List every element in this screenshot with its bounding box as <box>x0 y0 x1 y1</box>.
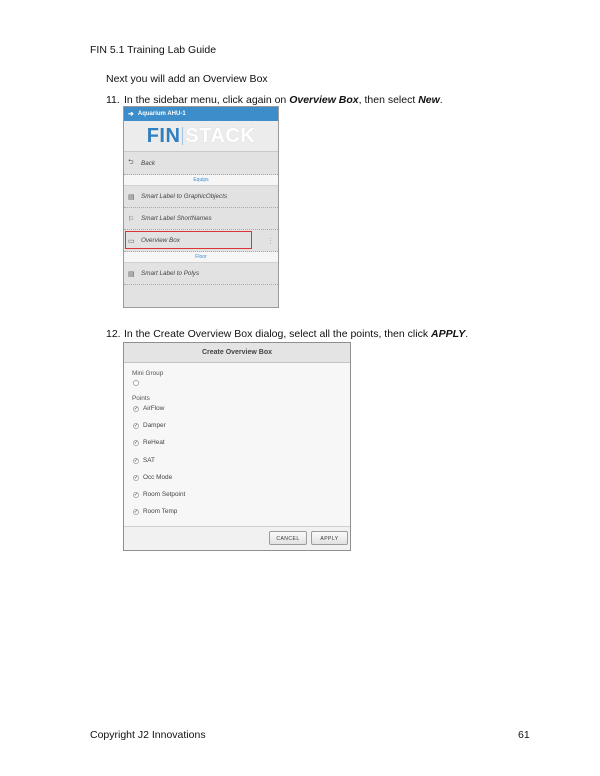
check-icon[interactable]: ✓ <box>134 439 139 446</box>
sidebar-item-label: Smart Label to GraphicObjects <box>141 193 228 200</box>
step-11 <box>106 94 443 106</box>
point-label: SAT <box>143 457 155 464</box>
document-icon: ▤ <box>128 193 135 201</box>
logo-stack: STACK <box>185 124 256 147</box>
logo-divider <box>182 127 183 145</box>
point-label: Occ Mode <box>143 474 173 481</box>
flag-icon: ⚐ <box>128 215 135 223</box>
apply-button[interactable]: APPLY <box>311 531 348 545</box>
step-number: 11. <box>106 94 120 106</box>
footer-copyright: Copyright J2 Innovations <box>90 729 206 741</box>
check-icon[interactable]: ✓ <box>134 422 139 429</box>
step-text: . <box>439 94 443 106</box>
sidebar-item-label: Smart Label ShortNames <box>141 215 212 222</box>
mini-group-label: Mini Group <box>132 370 164 377</box>
point-room-setpoint[interactable] <box>133 491 185 498</box>
sidebar-item-label: Overview Box <box>141 237 180 244</box>
arrow-right-icon: ➔ <box>128 111 134 118</box>
finstack-logo <box>124 121 278 152</box>
point-label: ReHeat <box>143 439 165 446</box>
sidebar-header[interactable] <box>124 107 278 121</box>
step-emphasis: New <box>418 94 440 106</box>
sidebar-item-smart-label-shortnames[interactable] <box>124 208 278 230</box>
step-emphasis: Overview Box <box>289 94 359 106</box>
dialog-body <box>124 363 350 529</box>
step-text: . <box>465 328 469 340</box>
points-label: Points <box>132 395 150 402</box>
intro-text: Next you will add an Overview Box <box>106 73 268 85</box>
step-12 <box>106 328 468 340</box>
point-airflow[interactable] <box>133 405 164 412</box>
create-overview-box-dialog <box>123 342 351 551</box>
dialog-footer <box>124 526 350 550</box>
section-floor: Floor <box>124 252 278 263</box>
section-equips: Equips <box>124 175 278 186</box>
check-icon[interactable]: ✓ <box>134 405 139 412</box>
back-arrow-icon: ⮌ <box>128 158 134 166</box>
dialog-title: Create Overview Box <box>124 343 350 363</box>
document-icon: ▤ <box>128 270 135 278</box>
mini-group-radio[interactable] <box>133 380 139 386</box>
cancel-button[interactable]: CANCEL <box>269 531 307 545</box>
point-damper[interactable] <box>133 422 166 429</box>
check-icon[interactable]: ✓ <box>134 457 139 464</box>
sidebar-item-smart-label-polys[interactable] <box>124 263 278 285</box>
step-text: , then select <box>358 94 419 106</box>
sidebar-item-label: Back <box>141 159 155 167</box>
check-icon[interactable]: ✓ <box>134 491 139 498</box>
sidebar-header-title: Aquarium AHU-1 <box>137 111 186 117</box>
more-icon[interactable]: ⋮ <box>267 237 274 245</box>
highlight-box <box>125 231 252 249</box>
point-sat[interactable] <box>133 457 155 464</box>
check-icon[interactable]: ✓ <box>134 508 139 515</box>
step-number: 12. <box>106 328 121 340</box>
point-label: Room Temp <box>143 508 178 515</box>
check-icon[interactable]: ✓ <box>134 474 139 481</box>
logo-fin: FIN <box>146 124 181 147</box>
box-icon: ▭ <box>128 237 135 245</box>
point-label: Damper <box>143 422 166 429</box>
step-text: In the Create Overview Box dialog, select all the points, then click <box>124 328 431 340</box>
point-room-temp[interactable] <box>133 508 177 515</box>
sidebar-screenshot <box>123 106 279 308</box>
point-occ-mode[interactable] <box>133 474 172 481</box>
footer-page-number: 61 <box>518 729 530 741</box>
step-emphasis: APPLY <box>431 328 466 340</box>
point-label: AirFlow <box>143 405 165 412</box>
point-reheat[interactable] <box>133 439 165 446</box>
document-header: FIN 5.1 Training Lab Guide <box>90 44 217 56</box>
sidebar-item-label: Smart Label to Polys <box>141 270 200 277</box>
sidebar-item-overview-box[interactable] <box>124 230 278 252</box>
sidebar-item-smart-label-graphicobjects[interactable] <box>124 186 278 208</box>
step-text: In the sidebar menu, click again on <box>124 94 290 106</box>
point-label: Room Setpoint <box>143 491 186 498</box>
sidebar-item-back[interactable] <box>124 152 278 175</box>
